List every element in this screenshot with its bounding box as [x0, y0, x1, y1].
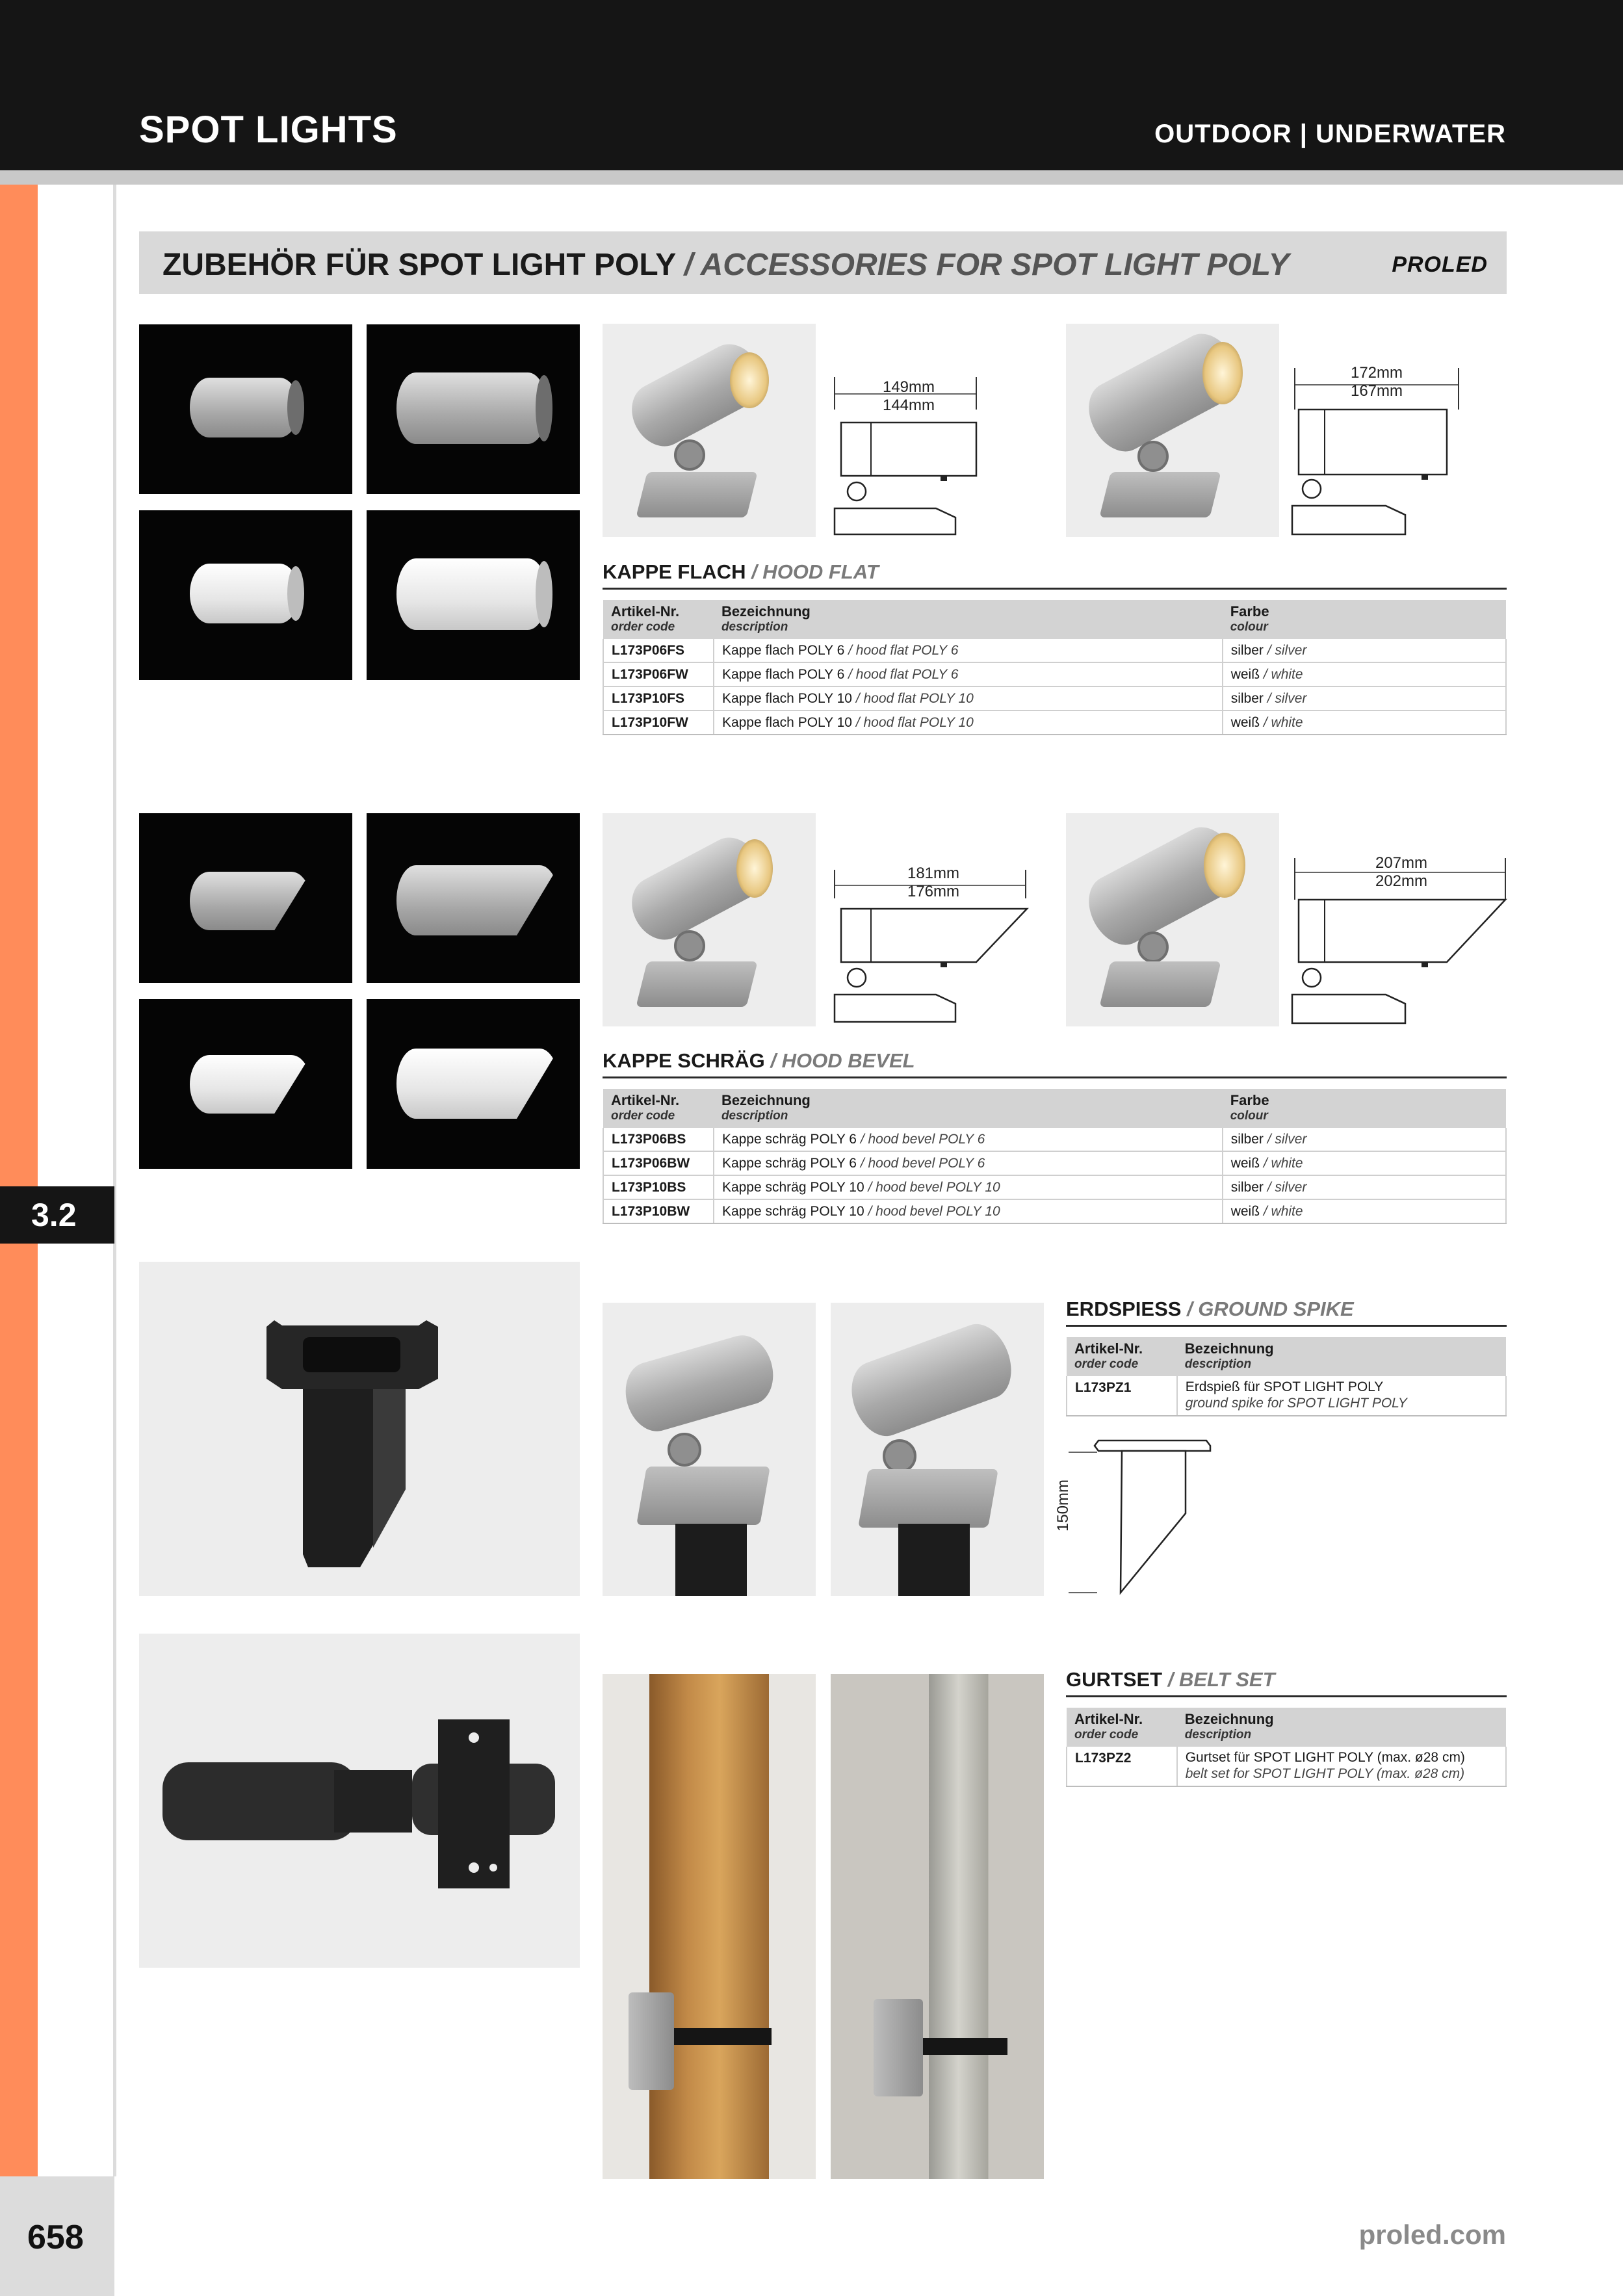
spot-light-flat-hood-photo: [603, 324, 816, 537]
ground-spike-product-icon: [139, 1262, 580, 1596]
spot-light-bevel-hood-large-photo: [1066, 813, 1279, 1026]
heading-de: ERDSPIESS: [1066, 1298, 1182, 1320]
dimension-value: 167mm: [1350, 382, 1403, 400]
page-category: OUTDOOR | UNDERWATER: [1154, 120, 1506, 148]
column-header-description: Bezeichnung description: [1177, 1337, 1506, 1376]
hood-cylinder: [190, 1055, 311, 1114]
belt-set-photo: [139, 1634, 580, 1968]
dimension-value: 181mm: [907, 865, 960, 882]
column-header-code: Artikel-Nr. order code: [1067, 1337, 1177, 1376]
dimension-label: [857, 378, 961, 415]
banner-title: [162, 247, 1290, 283]
dimension-label: [881, 865, 985, 901]
table-row: L173P06BW Kappe schräg POLY 6 / hood bevel POLY 6 weiß / white: [603, 1151, 1506, 1175]
table-row: L173P10BW Kappe schräg POLY 10 / hood bevel POLY 10 weiß / white: [603, 1199, 1506, 1223]
order-code: L173P10FW: [603, 711, 714, 735]
column-header-description: Bezeichnung description: [714, 600, 1223, 639]
table-row: L173P06BS Kappe schräg POLY 6 / hood bevel POLY 6 silber / silver: [603, 1128, 1506, 1151]
dimension-value: 149mm: [882, 378, 935, 396]
hood-flat-silver-large-photo: [367, 324, 580, 494]
spot-light-flat-hood-large-photo: [1066, 324, 1279, 537]
hood-bevel-white-large-photo: [367, 999, 580, 1169]
belt-set-product-icon: [139, 1634, 580, 1968]
table-row: L173PZ2 Gurtset für SPOT LIGHT POLY (max. ø28 cm) belt set for SPOT LIGHT POLY (max. ø28 cm): [1067, 1747, 1506, 1786]
order-code: L173P10BS: [603, 1175, 714, 1199]
hood-flat-white-large-photo: [367, 510, 580, 680]
spot-light-on-spike-photo-2: [831, 1303, 1044, 1596]
order-code: L173P10BW: [603, 1199, 714, 1223]
table-row: L173PZ1 Erdspieß für SPOT LIGHT POLY ground spike for SPOT LIGHT POLY: [1067, 1376, 1506, 1416]
page-number: 658: [27, 2219, 84, 2256]
hood-flat-heading: [603, 560, 879, 584]
heading-en: / HOOD FLAT: [751, 560, 879, 583]
column-header-code: Artikel-Nr. order code: [603, 600, 714, 639]
ground-spike-heading: [1066, 1298, 1354, 1321]
table-row: L173P06FS Kappe flach POLY 6 / hood flat POLY 6 silber / silver: [603, 639, 1506, 662]
heading-rule: [603, 1076, 1507, 1078]
section-number: 3.2: [31, 1197, 77, 1233]
dimension-value: 202mm: [1375, 872, 1428, 890]
dimension-value: 207mm: [1375, 854, 1428, 872]
table-row: L173P06FW Kappe flach POLY 6 / hood flat POLY 6 weiß / white: [603, 662, 1506, 686]
order-code: L173P06FW: [603, 662, 714, 686]
heading-rule: [1066, 1325, 1507, 1327]
order-code: L173P06BS: [603, 1128, 714, 1151]
side-divider: [113, 185, 116, 2176]
page-title: SPOT LIGHTS: [139, 109, 398, 151]
column-header-description: Bezeichnung description: [1177, 1708, 1506, 1747]
table-row: L173P10FS Kappe flach POLY 10 / hood flat POLY 10 silber / silver: [603, 686, 1506, 711]
proled-logo: PROLED: [1392, 252, 1488, 277]
column-header-code: Artikel-Nr. order code: [603, 1089, 714, 1128]
order-code: L173P06FS: [603, 639, 714, 662]
column-header-colour: Farbe colour: [1223, 600, 1506, 639]
hood-bevel-silver-small-photo: [139, 813, 352, 983]
hood-bevel-table: [603, 1089, 1507, 1224]
hood-bevel-heading: [603, 1049, 915, 1073]
belt-set-pole-photo: [831, 1674, 1044, 2179]
hood-cylinder: [396, 865, 559, 935]
ground-spike-dimension: 150mm: [1054, 1479, 1072, 1532]
dimension-value: 176mm: [907, 883, 960, 900]
heading-de: KAPPE SCHRÄG: [603, 1049, 765, 1072]
ground-spike-table: [1066, 1337, 1507, 1416]
hood-flat-table: [603, 600, 1507, 735]
order-code: L173P06BW: [603, 1151, 714, 1175]
heading-de: KAPPE FLACH: [603, 560, 746, 583]
heading-en: / GROUND SPIKE: [1187, 1298, 1354, 1320]
dimension-value: 144mm: [882, 397, 935, 414]
spot-light-on-spike-photo: [603, 1303, 816, 1596]
hood-cylinder: [190, 564, 299, 623]
order-code: L173PZ2: [1067, 1747, 1177, 1786]
heading-rule: [603, 588, 1507, 590]
heading-de: GURTSET: [1066, 1668, 1163, 1691]
banner-title-en: / ACCESSORIES FOR SPOT LIGHT POLY: [684, 248, 1290, 282]
heading-en: / BELT SET: [1167, 1668, 1275, 1691]
hood-cylinder: [396, 558, 547, 630]
banner-title-de: ZUBEHÖR FÜR SPOT LIGHT POLY: [162, 248, 676, 282]
side-color-bar: [0, 185, 38, 2176]
dimension-value: 172mm: [1350, 364, 1403, 382]
order-code: L173PZ1: [1067, 1376, 1177, 1416]
column-header-colour: Farbe colour: [1223, 1089, 1506, 1128]
dimension-label: [1349, 854, 1453, 891]
table-row: L173P10BS Kappe schräg POLY 10 / hood bevel POLY 10 silber / silver: [603, 1175, 1506, 1199]
belt-set-table: [1066, 1708, 1507, 1787]
hood-flat-white-small-photo: [139, 510, 352, 680]
column-header-description: Bezeichnung description: [714, 1089, 1223, 1128]
column-header-code: Artikel-Nr. order code: [1067, 1708, 1177, 1747]
dimension-label: [1325, 364, 1429, 400]
header-divider: [0, 170, 1623, 185]
heading-en: / HOOD BEVEL: [770, 1049, 915, 1072]
hood-bevel-white-small-photo: [139, 999, 352, 1169]
belt-set-heading: [1066, 1668, 1275, 1691]
ground-spike-photo: [139, 1262, 580, 1596]
hood-cylinder: [396, 372, 547, 444]
belt-set-tree-photo: [603, 1674, 816, 2179]
table-row: L173P10FW Kappe flach POLY 10 / hood flat POLY 10 weiß / white: [603, 711, 1506, 735]
spot-light-bevel-hood-photo: [603, 813, 816, 1026]
hood-cylinder: [190, 378, 299, 437]
hood-cylinder: [396, 1049, 559, 1119]
heading-rule: [1066, 1695, 1507, 1697]
order-code: L173P10FS: [603, 686, 714, 711]
website-link[interactable]: proled.com: [1358, 2219, 1506, 2250]
hood-flat-silver-small-photo: [139, 324, 352, 494]
hood-bevel-silver-large-photo: [367, 813, 580, 983]
hood-cylinder: [190, 872, 311, 930]
